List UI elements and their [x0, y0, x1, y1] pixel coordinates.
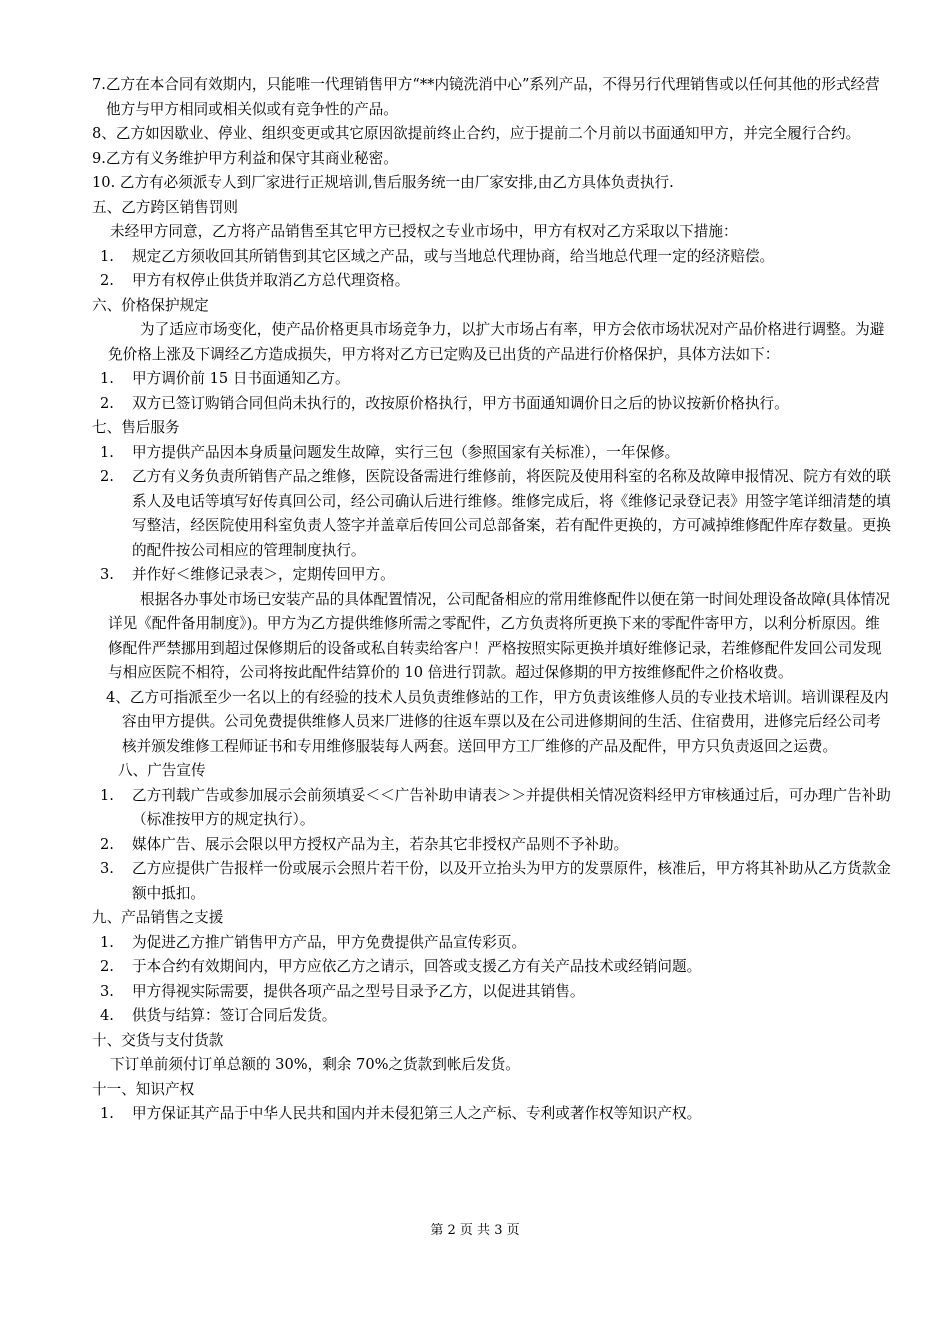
section-5-item: [92, 269, 892, 294]
item-text: 媒体广告、展示会限以甲方授权产品为主，若杂其它非授权产品则不予补助。: [132, 835, 629, 853]
section-7-item: [92, 563, 892, 588]
section-8-item: [92, 784, 892, 833]
clause-10: 10. 乙方有必须派专人到厂家进行正规培训,售后服务统一由厂家安排,由乙方具体负责执行.: [92, 174, 674, 191]
section-5-intro: 未经甲方同意，乙方将产品销售至其它甲方已授权之专业市场中，甲方有权对乙方采取以下措施：: [110, 223, 738, 240]
page-footer: 第 2 页 共 3 页: [430, 1223, 520, 1238]
item-text: 于本合约有效期间内，甲方应依乙方之请示，回答或支援乙方有关产品技术或经销问题。: [132, 958, 702, 975]
section-5-item: [92, 245, 892, 270]
item-number: 2.: [100, 394, 114, 412]
clause-7: 7.乙方在本合同有效期内，只能唯一代理销售甲方“**内镜洗消中心”系列产品，不得另行代理销售或以任何其他的形式经营他方与甲方相同或相关似或有竞争性的产品。: [92, 76, 880, 118]
item-text: 乙方有义务负责所销售产品之维修，医院设备需进行维修前，将医院及使用科室的名称及故障申报情况、院方有效的联系人及电话等填写好传真回公司，经公司确认后进行维修。维修完成后，将《维修记录登记表》用签字笔详细清楚的填写整洁，经医院使用科室负责人签字并盖章后传回公司总部备案，若有配件更换的，方可减掉维修配件库存数量。更换的配件按公司相应的管理制度执行。: [132, 468, 891, 559]
item-text: 甲方有权停止供货并取消乙方总代理资格。: [132, 272, 410, 289]
item-text: 甲方调价前 15 日书面通知乙方。: [132, 370, 350, 387]
item-text: 甲方得视实际需要，提供各项产品之型号目录予乙方，以促进其销售。: [132, 982, 585, 1000]
section-11-title: 十一、知识产权: [92, 1080, 195, 1098]
section-8-item: [92, 833, 892, 858]
item-text: 甲方提供产品因本身质量问题发生故障，实行三包（参照国家有关标准），一年保修。: [132, 443, 680, 461]
section-8-title: 八、广告宣传: [118, 762, 206, 779]
section-7-item-4: 4、乙方可指派至少一名以上的有经验的技术人员负责维修站的工作，甲方负责该维修人员的专业技术培训。培训课程及内容由甲方提供。公司免费提供维修人员来厂进修的往返车票以及在公司进修期间的生活、住宿费用，进修完后经公司考核并颁发维修工程师证书和专用维修服装每人两套。送回甲方工厂维修的产品及配件，甲方只负责返回之运费。: [106, 688, 889, 755]
section-11-item: [92, 1102, 892, 1127]
item-number: 1.: [100, 786, 114, 804]
item-number: 2.: [100, 958, 114, 975]
section-9-title: 九、产品销售之支援: [92, 909, 224, 926]
section-10-text: 下订单前须付订单总额的 30%，剩余 70%之货款到帐后发货。: [110, 1056, 520, 1073]
item-number: 3.: [100, 860, 114, 877]
section-10-title: 十、交货与支付货款: [92, 1031, 224, 1049]
section-6-item: [92, 367, 892, 392]
section-6-item: [92, 392, 892, 417]
section-8-item: [92, 857, 892, 906]
item-text: 为促进乙方推广销售甲方产品，甲方免费提供产品宣传彩页。: [132, 933, 527, 951]
item-text: 并作好＜维修记录表＞，定期传回甲方。: [132, 566, 395, 583]
item-number: 1.: [100, 247, 114, 265]
section-7-title: 七、售后服务: [92, 419, 180, 436]
item-text: 规定乙方须收回其所销售到其它区域之产品，或与当地总代理协商，给当地总代理一定的经济赔偿。: [132, 247, 775, 265]
clause-9: 9.乙方有义务维护甲方利益和保守其商业秘密。: [92, 149, 398, 167]
section-9-item: [92, 980, 892, 1005]
item-number: 1.: [100, 1105, 114, 1122]
section-7-note: 根据各办事处市场已安装产品的具体配置情况，公司配备相应的常用维修配件以便在第一时间处理设备故障(具体情况详见《配件备用制度》)。甲方为乙方提供维修所需之零配件，乙方负责将所更换下来的零配件寄甲方，以利分析原因。维修配件严禁挪用到超过保修期后的设备或私自转卖给客户！严格按照实际更换并填好维修记录，若维修配件发回公司发现与相应医院不相符，公司将按此配件结算价的 10 倍进行罚款。超过保修期的甲方按维修配件之价格收费。: [108, 590, 890, 681]
item-number: 3.: [100, 566, 114, 583]
document-body: [92, 73, 892, 1127]
item-text: 乙方应提供广告报样一份或展示会照片若干份，以及开立抬头为甲方的发票原件，核准后，甲方将其补助从乙方货款金额中抵扣。: [132, 860, 891, 902]
item-number: 3.: [100, 982, 114, 1000]
item-text: 甲方保证其产品于中华人民共和国内并未侵犯第三人之产标、专利或著作权等知识产权。: [132, 1105, 702, 1122]
item-text: 双方已签订购销合同但尚未执行的，改按原价格执行，甲方书面通知调价日之后的协议按新价格执行。: [132, 394, 789, 412]
clause-8: 8、乙方如因歇业、停业、组织变更或其它原因欲提前终止合约，应于提前二个月前以书面通知甲方，并完全履行合约。: [92, 125, 861, 142]
section-7-item: [92, 465, 892, 563]
item-text: 供货与结算：签订合同后发货。: [132, 1007, 337, 1024]
section-5-title: 五、乙方跨区销售罚则: [92, 198, 238, 216]
section-6-intro: 为了适应市场变化，使产品价格更具市场竞争力，以扩大市场占有率，甲方会依市场状况对产品价格进行调整。为避免价格上涨及下调经乙方造成损失，甲方将对乙方已定购及已出货的产品进行价格保护，具体方法如下：: [108, 321, 885, 363]
section-9-item: [92, 931, 892, 956]
item-number: 1.: [100, 443, 114, 461]
section-9-item: [92, 955, 892, 980]
section-6-intro-block: [92, 318, 892, 367]
item-number: 1.: [100, 370, 114, 387]
section-9-item: [92, 1004, 892, 1029]
item-number: 2.: [100, 835, 114, 853]
section-7-item: [92, 441, 892, 466]
item-number: 2.: [100, 468, 114, 485]
item-text: 乙方刊载广告或参加展示会前须填妥＜＜广告补助申请表＞＞并提供相关情况资料经甲方审核通过后，可办理广告补助（标准按甲方的规定执行）。: [132, 786, 891, 828]
item-number: 4.: [100, 1007, 114, 1024]
item-number: 1.: [100, 933, 114, 951]
section-6-title: 六、价格保护规定: [92, 296, 209, 314]
item-number: 2.: [100, 272, 114, 289]
section-7-note-block: [92, 588, 892, 686]
